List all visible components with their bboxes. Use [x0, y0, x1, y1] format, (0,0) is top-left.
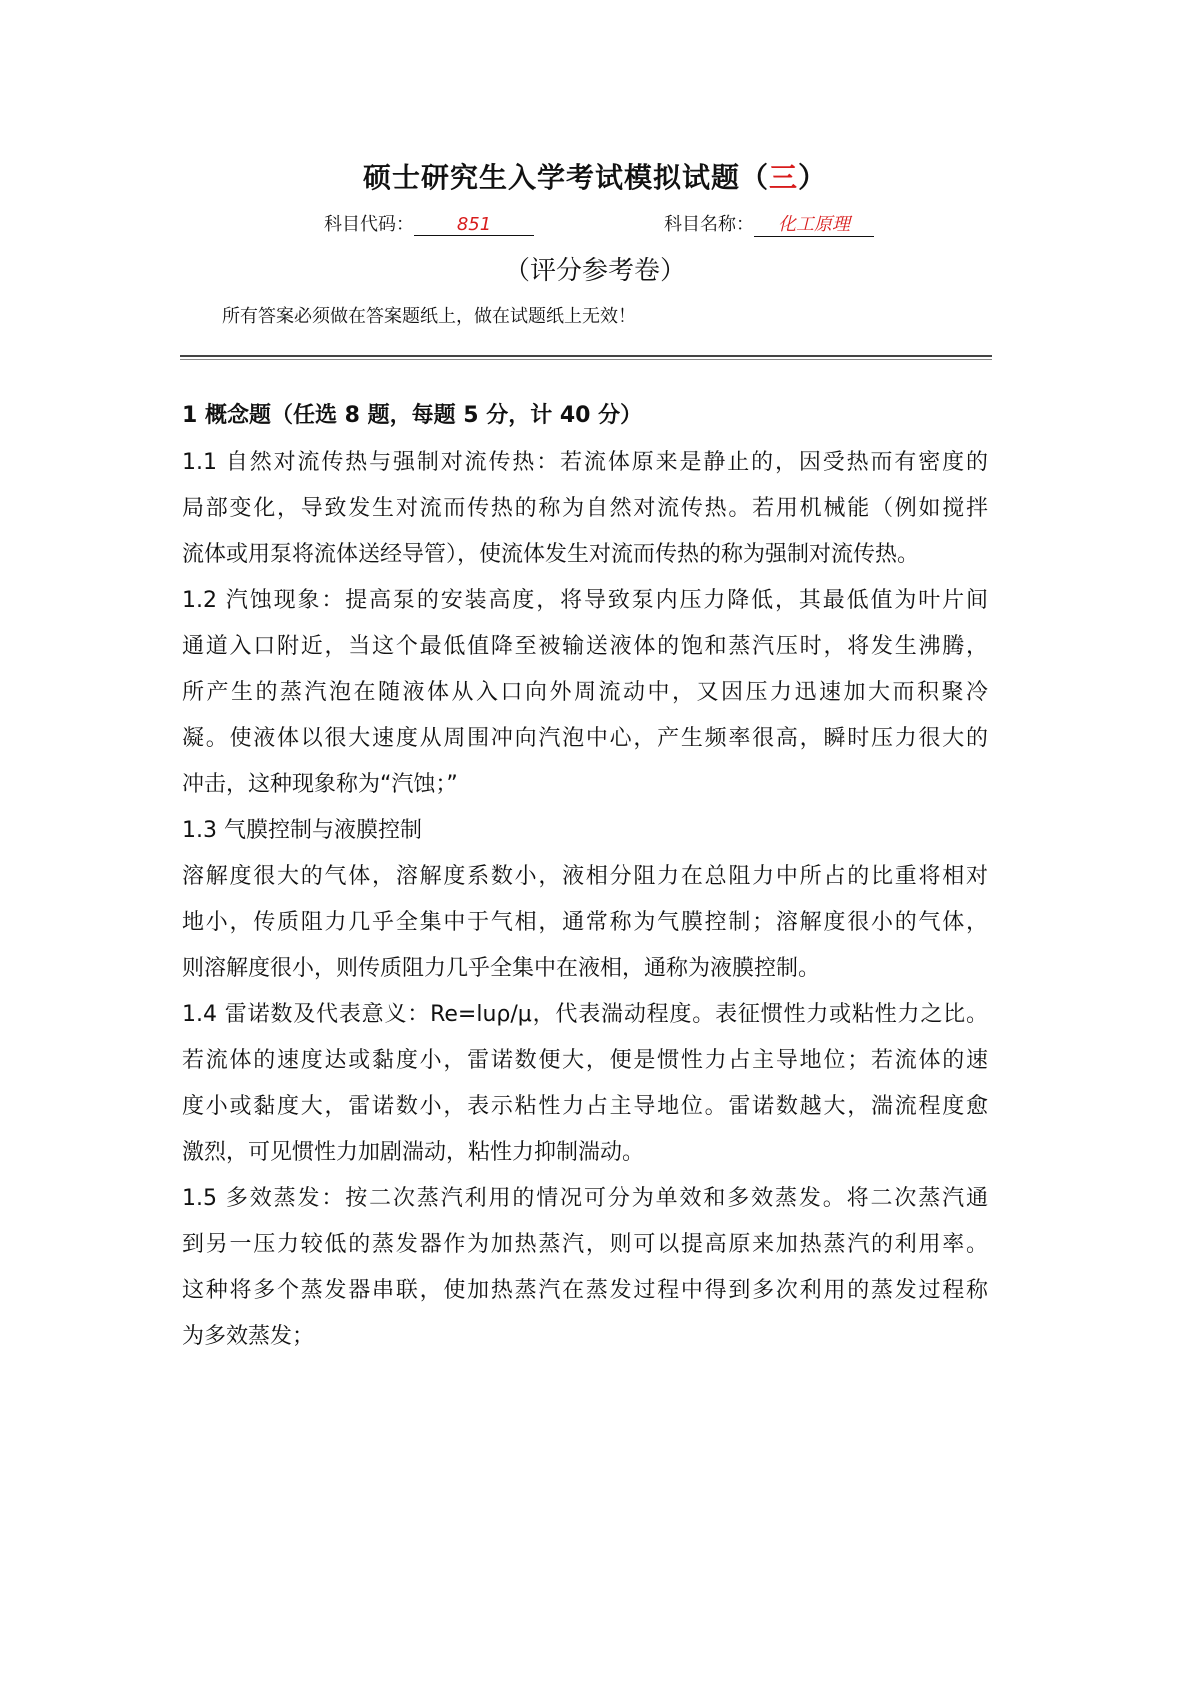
reference-label: （评分参考卷） [503, 256, 686, 286]
title-number: 三 [768, 161, 798, 194]
text-line: 到另一压力较低的蒸发器作为加热蒸汽，则可以提高原来加热蒸汽的利用率。 [182, 1232, 988, 1257]
text-line: 1.5 多效蒸发：按二次蒸汽利用的情况可分为单效和多效蒸发。将二次蒸汽通 [182, 1186, 988, 1211]
text-line: 为多效蒸发； [182, 1324, 315, 1349]
text-line: 通道入口附近，当这个最低值降至被输送液体的饱和蒸汽压时，将发生沸腾， [182, 634, 988, 659]
text-line: 局部变化，导致发生对流而传热的称为自然对流传热。若用机械能（例如搅拌 [182, 496, 988, 521]
subject-name [664, 210, 874, 237]
text-line: 1.3 气膜控制与液膜控制 [182, 818, 422, 843]
instruction-note: 所有答案必须做在答案题纸上，做在试题纸上无效！ [222, 306, 636, 327]
page-title [0, 156, 1190, 196]
subject-code-label: 科目代码： [324, 214, 414, 235]
text-line: 冲击，这种现象称为“汽蚀；” [182, 772, 458, 797]
text-line: 1.1 自然对流传热与强制对流传热：若流体原来是静止的，因受热而有密度的 [182, 450, 988, 475]
text-line: 激烈，可见惯性力加剧湍动，粘性力抑制湍动。 [182, 1140, 645, 1165]
subject-name-value: 化工原理 [754, 210, 874, 237]
text-line: 则溶解度很小，则传质阻力几乎全集中在液相，通称为液膜控制。 [182, 956, 821, 981]
title-close: ） [798, 161, 828, 194]
text-line: 溶解度很大的气体，溶解度系数小，液相分阻力在总阻力中所占的比重将相对 [182, 864, 988, 889]
text-line: 所产生的蒸汽泡在随液体从入口向外周流动中，又因压力迅速加大而积聚冷 [182, 680, 988, 705]
text-line: 流体或用泵将流体送经导管），使流体发生对流而传热的称为强制对流传热。 [182, 542, 920, 567]
text-line: 若流体的速度达或黏度小，雷诺数便大，便是惯性力占主导地位；若流体的速 [182, 1048, 988, 1073]
section-body [182, 440, 988, 1360]
text-line: 地小，传质阻力几乎全集中于气相，通常称为气膜控制；溶解度很小的气体， [182, 910, 988, 935]
text-line: 1.4 雷诺数及代表意义：Re=luρ/μ，代表湍动程度。表征惯性力或粘性力之比。 [182, 1002, 988, 1027]
divider [180, 355, 992, 360]
text-line: 凝。使液体以很大速度从周围冲向汽泡中心，产生频率很高，瞬时压力很大的 [182, 726, 988, 751]
subject-code-value: 851 [414, 214, 534, 236]
text-line: 1.2 汽蚀现象：提高泵的安装高度，将导致泵内压力降低，其最低值为叶片间 [182, 588, 988, 613]
text-line: 这种将多个蒸发器串联，使加热蒸汽在蒸发过程中得到多次利用的蒸发过程称 [182, 1278, 988, 1303]
subject-code [324, 210, 534, 236]
section-heading: 1 概念题（任选 8 题，每题 5 分，计 40 分） [182, 403, 643, 428]
text-line: 度小或黏度大，雷诺数小，表示粘性力占主导地位。雷诺数越大，湍流程度愈 [182, 1094, 988, 1119]
title-text: 硕士研究生入学考试模拟试题（ [362, 161, 769, 194]
subject-name-label: 科目名称： [664, 214, 754, 235]
